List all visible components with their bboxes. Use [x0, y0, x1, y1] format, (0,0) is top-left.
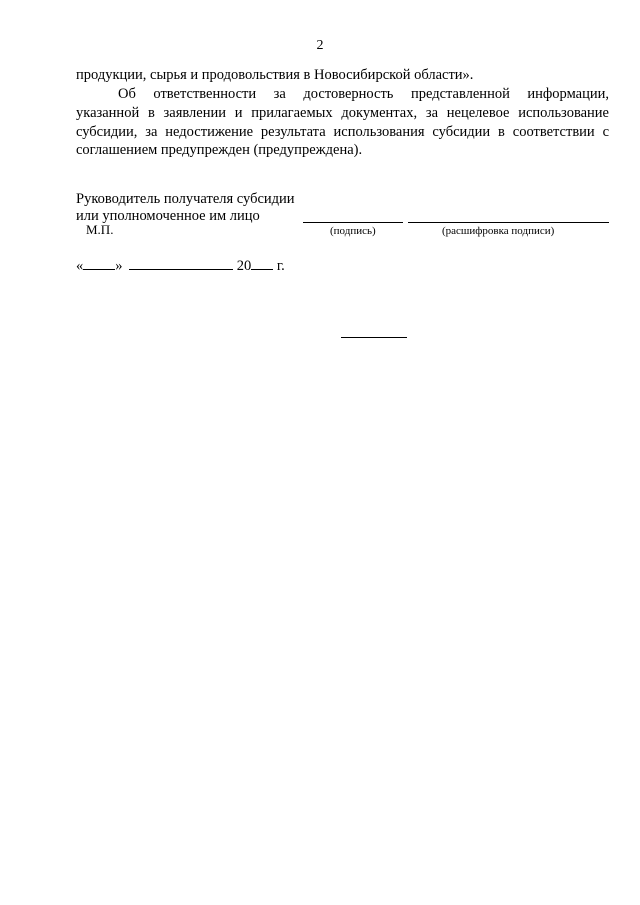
paragraph-line-2: указанной в заявлении и прилагаемых документах, за нецелевое использование: [76, 105, 609, 121]
document-end-rule: [341, 337, 407, 338]
decoding-caption: (расшифровка подписи): [442, 225, 555, 237]
month-blank: [129, 257, 233, 270]
year-blank: [251, 257, 273, 270]
year-suffix: г.: [276, 258, 285, 274]
paragraph-line-4: соглашением предупрежден (предупреждена).: [76, 142, 363, 158]
body-line-continuation: продукции, сырья и продовольствия в Новосибирской области».: [76, 67, 474, 83]
date-line: [76, 257, 285, 275]
paragraph-line-1: Об ответственности за достоверность представленной информации,: [118, 86, 609, 102]
page-number: 2: [316, 38, 324, 53]
decoding-blank-line: [408, 222, 609, 223]
year-prefix: 20: [236, 258, 252, 274]
signature-caption: (подпись): [330, 225, 376, 237]
signer-role-line-1: Руководитель получателя субсидии: [76, 191, 295, 207]
date-close-quote: »: [115, 258, 123, 274]
stamp-label: М.П.: [86, 222, 114, 237]
paragraph-line-3: субсидии, за недостижение результата использования субсидии в соответствии с: [76, 124, 609, 140]
date-open-quote: «: [76, 258, 84, 274]
signer-role-line-2: или уполномоченное им лицо: [76, 208, 260, 224]
signature-blank-line: [303, 222, 403, 223]
day-blank: [83, 257, 115, 270]
